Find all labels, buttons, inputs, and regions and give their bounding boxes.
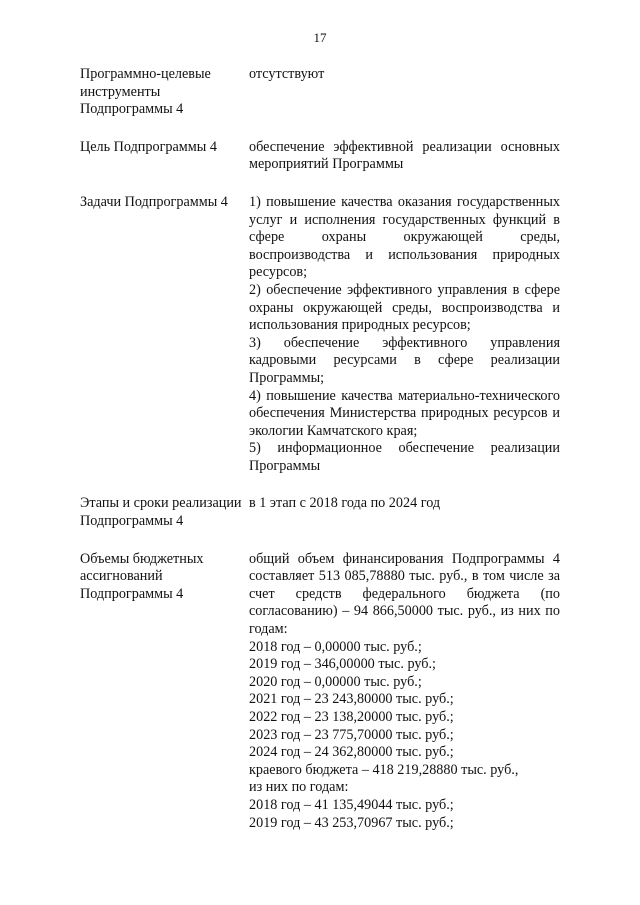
task-item: 1) повышение качества оказания государственных услуг и исполнения государственных функций в сфере охраны окружающей среды, воспроизводства и использования природных ресурсов; bbox=[249, 193, 560, 281]
row-content-stages bbox=[249, 495, 560, 530]
goal-text: обеспечение эффективной реализации основных мероприятий Программы bbox=[249, 138, 560, 173]
table-row bbox=[80, 495, 560, 530]
table-row bbox=[80, 66, 560, 119]
row-content-tasks bbox=[249, 194, 560, 476]
budget-year-line: 2022 год – 23 138,20000 тыс. руб.; bbox=[249, 709, 454, 725]
row-label-stages: Этапы и сроки реализации Подпрограммы 4 bbox=[80, 495, 242, 530]
row-label-budget: Объемы бюджетных ассигнований Подпрограммы 4 bbox=[80, 550, 204, 602]
budget-year-line: 2020 год – 0,00000 тыс. руб.; bbox=[249, 673, 422, 690]
row-label-goal: Цель Подпрограммы 4 bbox=[80, 138, 217, 155]
row-label-tasks: Задачи Подпрограммы 4 bbox=[80, 193, 228, 210]
table-row bbox=[80, 194, 560, 476]
page-number: 17 bbox=[313, 30, 327, 45]
stages-text: в 1 этап с 2018 года по 2024 год bbox=[249, 495, 441, 512]
instruments-text: отсутствуют bbox=[249, 66, 325, 82]
budget-total-text: общий объем финансирования Подпрограммы 4 составляет 513 085,78880 тыс. руб., в том числе за счет средств федерального бюджета (по согласованию) – 94 866,50000 тыс. руб., из них по годам: bbox=[249, 550, 560, 638]
regional-budget-line: краевого бюджета – 418 219,28880 тыс. руб., bbox=[249, 761, 519, 778]
budget-year-line: 2018 год – 41 135,49044 тыс. руб.; bbox=[249, 796, 454, 813]
budget-year-line: 2024 год – 24 362,80000 тыс. руб.; bbox=[249, 744, 454, 761]
task-item: 2) обеспечение эффективного управления в сфере охраны окружающей среды, воспроизводства и использования природных ресурсов; bbox=[249, 281, 560, 334]
table-row bbox=[80, 551, 560, 833]
row-content-instruments bbox=[249, 66, 560, 119]
budget-year-line: 2019 год – 346,00000 тыс. руб.; bbox=[249, 656, 436, 673]
by-years-line: из них по годам: bbox=[249, 779, 349, 796]
row-label-instruments: Программно-целевые инструменты Подпрограммы 4 bbox=[80, 66, 211, 118]
task-item: 4) повышение качества материально-технического обеспечения Министерства природных ресурсов и экологии Камчатского края; bbox=[249, 387, 560, 439]
budget-year-line: 2019 год – 43 253,70967 тыс. руб.; bbox=[249, 814, 454, 831]
task-item: 3) обеспечение эффективного управления кадровыми ресурсами в сфере реализации Программы; bbox=[249, 334, 560, 386]
budget-year-line: 2021 год – 23 243,80000 тыс. руб.; bbox=[249, 691, 454, 708]
budget-year-line: 2023 год – 23 775,70000 тыс. руб.; bbox=[249, 726, 454, 743]
row-content-goal bbox=[249, 139, 560, 174]
subprogram-passport-table bbox=[80, 66, 560, 832]
row-content-budget bbox=[249, 551, 560, 833]
budget-year-line: 2018 год – 0,00000 тыс. руб.; bbox=[249, 638, 422, 655]
task-item: 5) информационное обеспечение реализации Программы bbox=[249, 440, 560, 474]
table-row bbox=[80, 139, 560, 174]
